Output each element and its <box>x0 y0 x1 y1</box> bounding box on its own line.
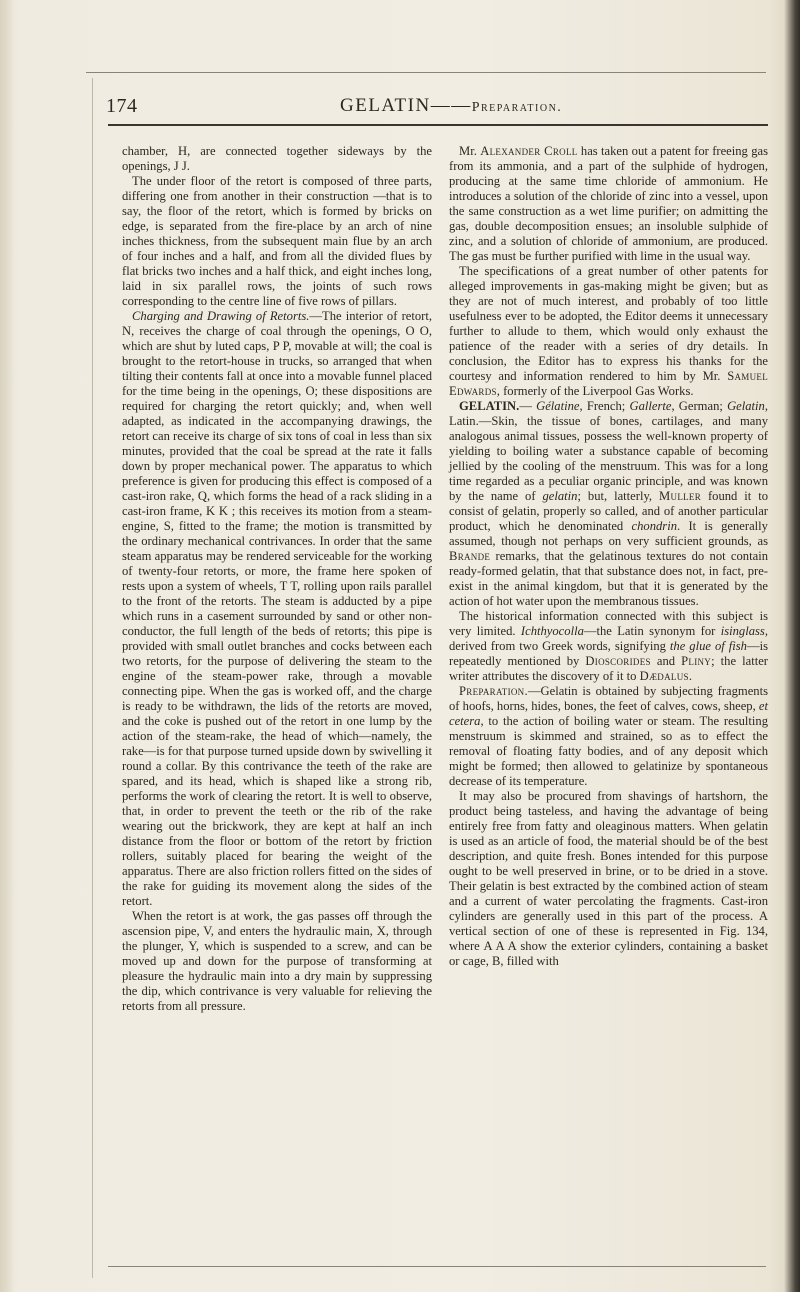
term: Gelatin <box>727 399 765 413</box>
text: remarks, that the gelatinous textures do not contain ready-formed gelatin, that that substance does not, in fact, pre-exist in the animal kingdom, but that it is generated by the action of hot water upon the membranous tissues. <box>449 549 768 608</box>
running-head-subtitle: Preparation. <box>471 100 563 115</box>
paragraph <box>449 609 768 684</box>
paragraph <box>449 399 768 609</box>
paragraph: When the retort is at work, the gas passes off through the ascension pipe, V, and enters the hydraulic main, X, through the plunger, Y, which is suspended to a screw, and can be moved up and down for the purpose of transforming at pleasure the hydraulic main into a dry main by suppressing the dip, which contrivance is very valuable for relieving the retorts from all pressure. <box>122 909 432 1013</box>
person-name: Muller <box>659 489 702 503</box>
text: —Gelatin is obtained by subjecting fragments of hoofs, horns, hides, bones, the feet of calves, cows, sheep, <box>449 684 768 713</box>
text: , French; <box>579 399 630 413</box>
term: Ichthyocolla <box>520 624 584 638</box>
text: , formerly of the Liverpool Gas Works. <box>496 384 694 398</box>
text: The historical information connected with this subject is very limited. <box>449 609 768 638</box>
paragraph-text: —The interior of retort, N, receives the charge of coal through the openings, O O, which are shut by luted caps, P P, movable at will; the coal is brought to the retort-house in trucks, so arranged that when tilting their contents fall at once into a movable funnel placed for the time being in the openings, O; these dispositions are required for charging the retort quickly; and, when well adapted, as indicated in the accompanying drawings, the retort can receive its charge of six tons of coal in less than six minutes, provided that the coal be spread at the rate it falls down by proper mechanical power. The apparatus to which preference is given for producing this effect is composed of a cast-iron rake, Q, which forms the head of a rack sliding in a cast-iron frame, K K ; this receives its motion from a steam-engine, S, fitted to the frame; the motion is transmitted by the ordinary mechanical contrivances. In order that the same steam apparatus may be rendered serviceable for the working of twenty-four retorts, or more, the frame here spoken of rests upon a system of wheels, T T, rolling upon rails parallel to the front of the retorts. The steam is adducted by a pipe which runs in a casement surrounded by sand or other non-conductor, the full length of the beds of retorts; this pipe is provided with small outlet branches and cocks between each two retorts, for the purpose of delivering the steam to the engine of the steam-power rake, through a movable connecting pipe. When the gas is worked off, and the charge is ready to be withdrawn, the lids of the retorts are moved, and the coke is pushed out of the retort in one lump by the action of the steam-rake, the head of which—namely, the rake—is for that purpose turned upside down by swivelling it round a collar. By this contrivance the teeth of the rake are spared, and its head, which is shaped like a strong rib, performs the work of clearing the retort. It is well to observe, that, in order to prevent the teeth or the rib of the rake wearing out the brickwork, they are kept at half an inch distance from the floor or bottom of the retort by friction rollers, suitably placed for bearing the weight of the apparatus. There are also friction rollers fitted on the sides of the rake for guiding its movement along the sides of the retort. <box>122 309 432 908</box>
person-name: Dædalus <box>639 669 689 683</box>
page-edge-shadow <box>784 0 800 1292</box>
term: Gélatine <box>536 399 580 413</box>
term: the glue of fish <box>669 639 747 653</box>
text: —is repeatedly mentioned by <box>449 639 768 668</box>
text: , derived from two Greek words, signifying <box>449 624 768 653</box>
text: . It is generally assumed, though not perhaps on very sufficient grounds, as <box>449 519 768 548</box>
term: chondrin <box>631 519 677 533</box>
person-name: Brande <box>449 549 491 563</box>
text: , to the action of boiling water or steam. The resulting menstruum is skimmed and strained, so as to effect the removal of floating fatty bodies, and of any deposit which might be formed; then allowed to gelatinize by spontaneous decrease of its temperature. <box>449 714 768 788</box>
running-head-title: GELATIN <box>340 95 431 116</box>
text: has taken out a patent for freeing gas from its ammonia, and a part of the sulphide of hydrogen, producing at the same time chloride of ammonium. He introduces a solution of the chloride of zinc into a vessel, upon the same construction as a wet lime purifier; on admitting the gas, double decomposition ensues; an insoluble sulphide of zinc, and a solution of chloride of ammonium, are produced. The gas must be further purified with lime in the usual way. <box>449 144 768 263</box>
term: gelatin <box>542 489 578 503</box>
paragraph <box>449 264 768 399</box>
paragraph <box>122 309 432 909</box>
left-border-line <box>92 78 93 1278</box>
person-name: Alexander Croll <box>480 144 578 158</box>
term: isinglass <box>720 624 765 638</box>
text: ; the latter writer attributes the discovery of it to <box>449 654 768 683</box>
paragraph: chamber, H, are connected together sideways by the openings, J J. <box>122 144 432 173</box>
text: ; but, latterly, <box>577 489 660 503</box>
paragraph: The under floor of the retort is composed of three parts, differing one from another in their construction —that is to say, the floor of the retort, which is formed by bricks on edge, is separated from the fire-place by an arch of nine inches thickness, from the subsequent main flue by an arch of four inches and a half, and from all the divided flues by flat bricks two inches and a half thick, and eight inches long, laid in six parallel rows, the joints of such rows corresponding to the centre line of five rows of pillars. <box>122 174 432 308</box>
paragraph: It may also be procured from shavings of hartshorn, the product being tasteless, and having the advantage of being entirely free from fatty and oleaginous matters. When gelatin is used as an article of food, the material should be of the best description, and quite fresh. Bones intended for this purpose ought to be well preserved in brine, or to be dried in a stove. Their gelatin is best extracted by the combined action of steam and a current of water percolating the fragments. Cast-iron cylinders are generally used in this part of the process. A vertical section of one of these is represented in Fig. 134, where A A A show the exterior cylinders, containing a basket or cage, B, filled with <box>449 789 768 968</box>
header-rule <box>108 124 768 126</box>
left-column <box>122 144 432 1014</box>
bottom-border-line <box>108 1266 766 1267</box>
term: et cetera <box>449 699 768 728</box>
page-gutter-shadow <box>0 0 14 1292</box>
text: The specifications of a great number of other patents for alleged improvements in gas-making might be given; but as they are not of much interest, and probably of too little usefulness ever to be adopted, the Editor deems it unnecessary further to allude to them, which would only exhaust the patience of the reader with a series of dry details. In conclusion, the Editor has to express his thanks for the courtesy and information rendered to him by Mr. <box>449 264 768 383</box>
text: —the Latin synonym for <box>583 624 721 638</box>
running-head-separator: —— <box>430 95 472 116</box>
text: . <box>688 669 692 683</box>
section-heading: Charging and Drawing of Retorts. <box>132 309 310 323</box>
term: Gallerte <box>629 399 672 413</box>
text: , Latin.—Skin, the tissue of bones, cartilages, and many analogous animal tissues, possess the well-known property of yielding to boiling water a substance capable of becoming jellied by the cooling of the menstruum. This was for a long time regarded as a peculiar organic principle, and was known by the name of <box>449 399 768 503</box>
text: , German; <box>671 399 728 413</box>
text: and <box>650 654 682 668</box>
paragraph <box>449 144 768 264</box>
running-head <box>340 95 562 117</box>
person-name: Samuel Edwards <box>449 369 768 398</box>
top-border-line <box>86 72 766 73</box>
right-column <box>449 144 768 969</box>
text: found it to consist of gelatin, properly so called, and of another particular product, which he denominated <box>449 489 768 533</box>
paragraph <box>449 684 768 789</box>
page-number: 174 <box>106 95 138 117</box>
section-heading: Preparation. <box>459 684 528 698</box>
person-name: Pliny <box>681 654 712 668</box>
text: — <box>519 399 537 413</box>
person-name: Dioscorides <box>585 654 651 668</box>
entry-headword: GELATIN. <box>459 399 520 413</box>
text: Mr. <box>459 144 481 158</box>
